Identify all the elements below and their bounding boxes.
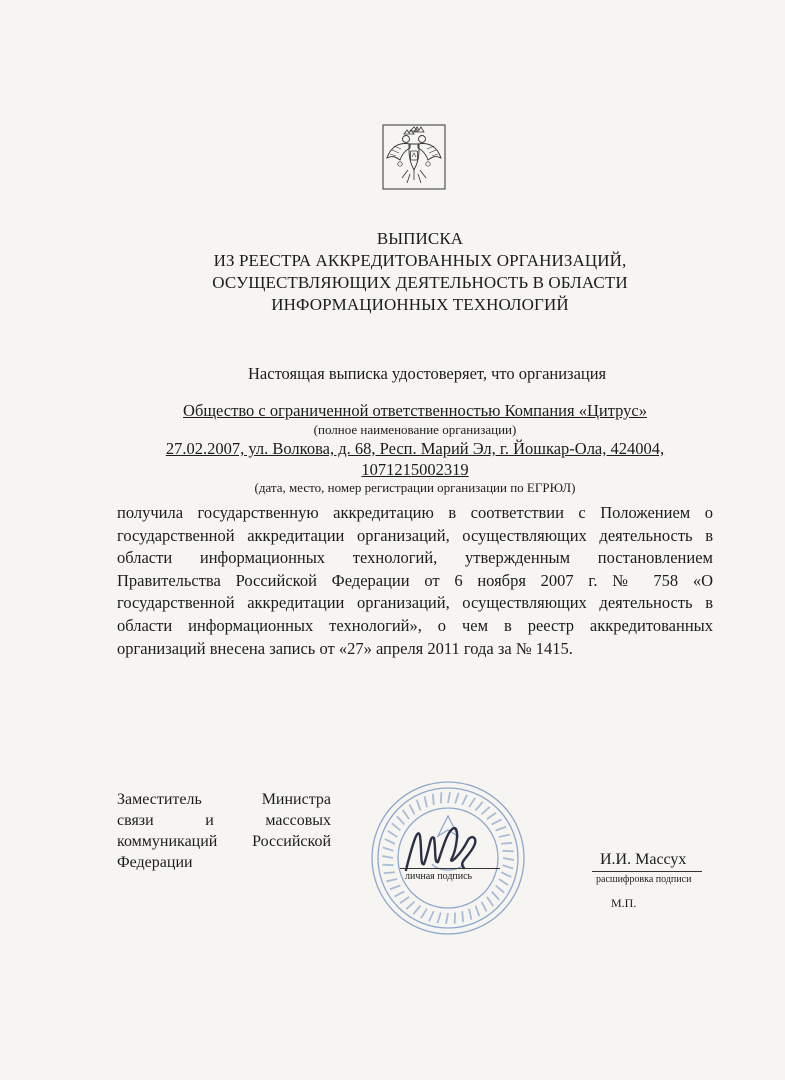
organization-block: [118, 400, 712, 496]
signer-position-line: связи и массовых: [117, 812, 331, 829]
registration-note: (дата, место, номер регистрации организации по ЕГРЮЛ): [254, 480, 576, 495]
organization-full-name: Общество с ограниченной ответственностью Компания «Цитрус»: [183, 401, 647, 420]
russian-coat-of-arms-icon: [382, 124, 446, 190]
signer-position-line: Федерации: [117, 854, 193, 871]
signer-name-line: [592, 871, 702, 872]
organization-name-note: (полное наименование организации): [313, 422, 517, 437]
title-line: ВЫПИСКА: [376, 229, 464, 248]
registration-line: 27.02.2007, ул. Волкова, д. 68, Респ. Марий Эл, г. Йошкар-Ола, 424004,: [165, 439, 665, 458]
signer-caption: расшифровка подписи: [596, 874, 692, 885]
intro-text: Настоящая выписка удостоверяет, что организация: [248, 364, 607, 383]
signature-line: [400, 868, 500, 869]
title-line: ИНФОРМАЦИОННЫХ ТЕХНОЛОГИЙ: [271, 295, 569, 314]
official-seal-stamp: [368, 778, 528, 938]
signer-position-line: коммуникаций Российской: [117, 833, 331, 850]
signer-position-line: Заместитель Министра: [117, 791, 331, 808]
signer-position: [117, 789, 331, 873]
title-line: ИЗ РЕЕСТРА АККРЕДИТОВАННЫХ ОРГАНИЗАЦИЙ,: [213, 251, 627, 270]
signer-name: И.И. Массух: [600, 851, 687, 868]
registration-number: 1071215002319: [361, 460, 469, 479]
title-line: ОСУЩЕСТВЛЯЮЩИХ ДЕЯТЕЛЬНОСТЬ В ОБЛАСТИ: [212, 273, 628, 292]
stamp-place-label: М.П.: [611, 896, 637, 910]
document-title: [140, 228, 700, 316]
signature-caption: личная подпись: [405, 871, 473, 882]
body-paragraph: получила государственную аккредитацию в соответствии с Положением о государственной аккредитации организаций, осуществляющих деятельность в области информационных технологий, утвержденным постановлением Правительства Российской Федерации от 6 ноября 2007 г. № 758 «О государственной аккредитации организаций, осуществляющих деятельность в области информационных технологий», о чем в реестр аккредитованных организаций внесена запись от «27» апреля 2011 года за № 1415.: [117, 503, 713, 658]
